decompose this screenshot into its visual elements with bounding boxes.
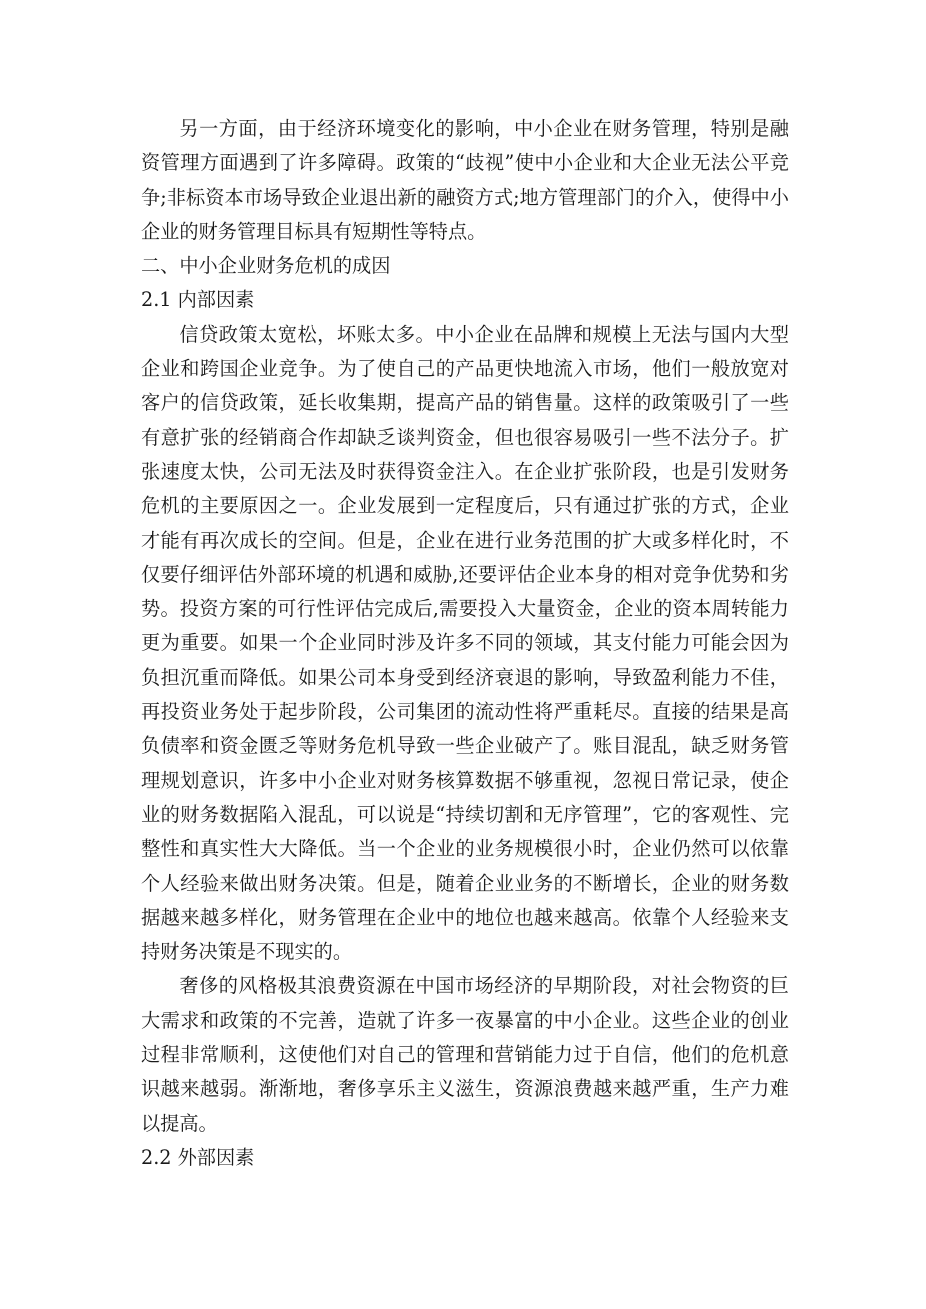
paragraph-credit-policy: 信贷政策太宽松，坏账太多。中小企业在品牌和规模上无法与国内大型企业和跨国企业竞争。为了使自己的产品更快地流入市场，他们一般放宽对客户的信贷政策，延长收集期，提高产品的销售量。这样的政策吸引了一些有意扩张的经销商合作却缺乏谈判资金，但也很容易吸引一些不法分子。扩张速度太快，公司无法及时获得资金注入。在企业扩张阶段，也是引发财务危机的主要原因之一。企业发展到一定程度后，只有通过扩张的方式，企业才能有再次成长的空间。但是，企业在进行业务范围的扩大或多样化时，不仅要仔细评估外部环境的机遇和威胁,还要评估企业本身的相对竞争优势和劣势。投资方案的可行性评估完成后,需要投入大量资金，企业的资本周转能力更为重要。如果一个企业同时涉及许多不同的领域，其支付能力可能会因为负担沉重而降低。如果公司本身受到经济衰退的影响，导致盈利能力不佳，再投资业务处于起步阶段，公司集团的流动性将严重耗尽。直接的结果是高负债率和资金匮乏等财务危机导致一些企业破产了。账目混乱，缺乏财务管理规划意识，许多中小企业对财务核算数据不够重视，忽视日常记录，使企业的财务数据陷入混乱，可以说是“持续切割和无序管理”，它的客观性、完整性和真实性大大降低。当一个企业的业务规模很小时，企业仍然可以依靠个人经验来做出财务决策。但是，随着企业业务的不断增长，企业的财务数据越来越多样化，财务管理在企业中的地位也越来越高。依靠个人经验来支持财务决策是不现实的。	[141, 322, 789, 964]
section-heading-causes: 二、中小企业财务危机的成因	[141, 254, 391, 278]
subsection-heading-external-factors: 2.2 外部因素	[141, 1145, 255, 1169]
subsection-heading-internal-factors: 2.1 内部因素	[141, 288, 255, 312]
paragraph-financing-obstacles: 另一方面，由于经济环境变化的影响，中小企业在财务管理，特别是融资管理方面遇到了许多障碍。政策的“歧视”使中小企业和大企业无法公平竞争;非标资本市场导致企业退出新的融资方式;地方管理部门的介入，使得中小企业的财务管理目标具有短期性等特点。	[141, 117, 789, 243]
paragraph-extravagance: 奢侈的风格极其浪费资源在中国市场经济的早期阶段，对社会物资的巨大需求和政策的不完善，造就了许多一夜暴富的中小企业。这些企业的创业过程非常顺利，这使他们对自己的管理和营销能力过于自信，他们的危机意识越来越弱。渐渐地，奢侈享乐主义滋生，资源浪费越来越严重，生产力难以提高。	[141, 974, 789, 1135]
document-body	[141, 112, 789, 1175]
